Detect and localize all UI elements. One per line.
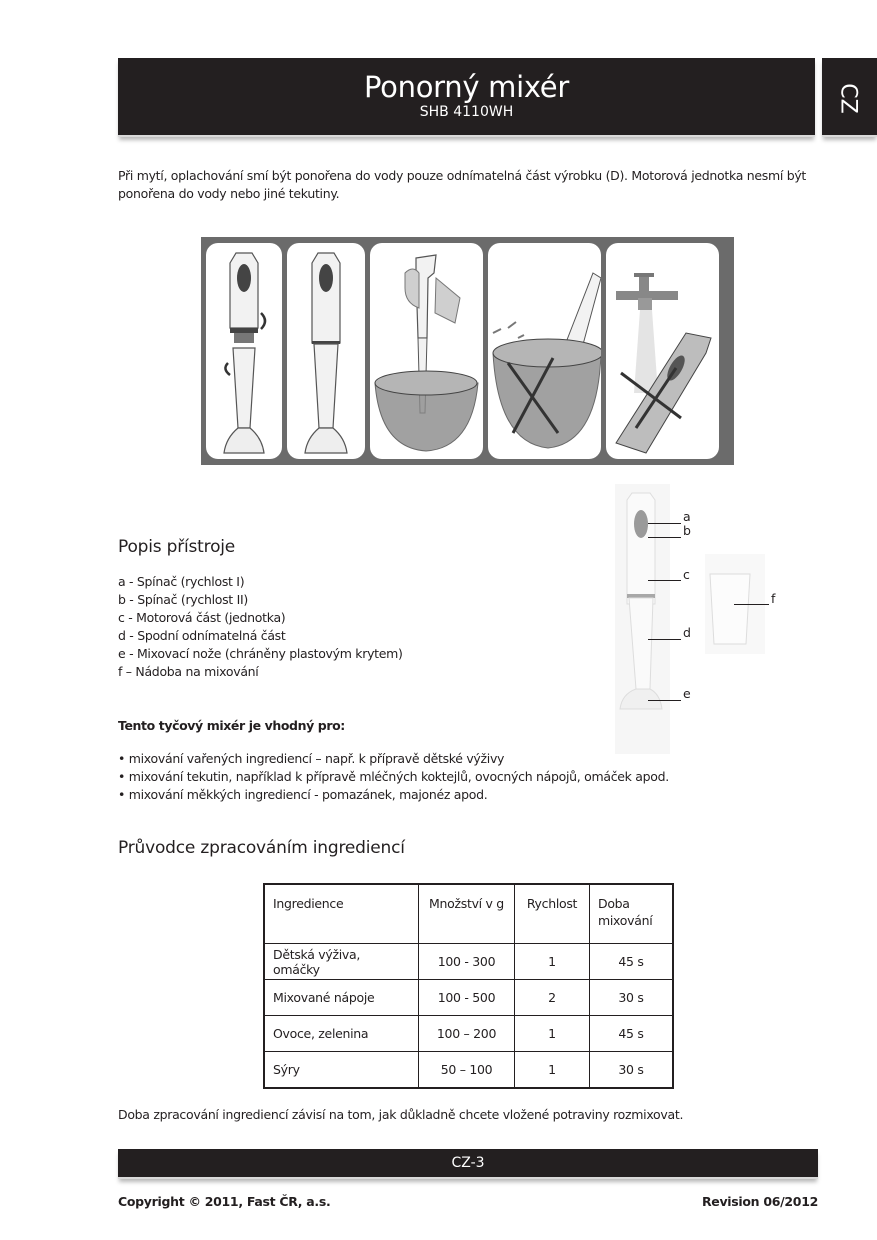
- table-cell: Ovoce, zelenina: [264, 1016, 419, 1052]
- callout-label-a: a: [683, 509, 691, 524]
- table-cell: 100 - 500: [419, 980, 515, 1016]
- column-header: Ingredience: [264, 884, 419, 944]
- callout-line-b: [648, 537, 681, 538]
- callout-line-c: [648, 580, 681, 581]
- parts-heading: Popis přístroje: [118, 537, 236, 557]
- callout-line-d: [648, 639, 681, 640]
- no-washing-under-tap-illustration: [606, 243, 719, 459]
- callout-label-e: e: [683, 686, 691, 701]
- product-parts-figure: [610, 484, 790, 754]
- column-header: Doba mixování: [590, 884, 674, 944]
- table-cell: Dětská výživa, omáčky: [264, 944, 419, 980]
- uses-heading: Tento tyčový mixér je vhodný pro:: [118, 718, 345, 733]
- callout-line-e: [648, 700, 681, 701]
- copyright-text: Copyright © 2011, Fast ČR, a.s.: [118, 1194, 331, 1209]
- table-row: [264, 944, 673, 980]
- language-tab-label: CZ: [835, 83, 861, 114]
- uses-list-item: • mixování měkkých ingrediencí - pomazánek, majonéz apod.: [118, 787, 488, 802]
- table-header-row: [264, 884, 673, 944]
- table-cell: 2: [515, 980, 590, 1016]
- table-row: [264, 1052, 673, 1089]
- parts-list-item: c - Motorová část (jednotka): [118, 610, 286, 625]
- ingredient-guide-table: [263, 883, 674, 1089]
- table-row: [264, 980, 673, 1016]
- parts-list-item: f – Nádoba na mixování: [118, 664, 259, 679]
- processing-time-note: Doba zpracování ingrediencí závisí na tom, jak důkladně chcete vložené potraviny rozmixovat.: [118, 1107, 684, 1122]
- disassemble-mixer-illustration: [206, 243, 282, 459]
- callout-label-c: c: [683, 567, 690, 582]
- table-cell: Sýry: [264, 1052, 419, 1089]
- revision-text: Revision 06/2012: [701, 1194, 818, 1209]
- guide-heading: Průvodce zpracováním ingrediencí: [118, 838, 405, 858]
- page-number: CZ-3: [451, 1155, 485, 1171]
- table-cell: 1: [515, 1052, 590, 1089]
- table-cell: 30 s: [590, 980, 674, 1016]
- uses-list: [118, 750, 669, 804]
- table-cell: 1: [515, 1016, 590, 1052]
- parts-list-item: b - Spínač (rychlost II): [118, 592, 248, 607]
- callout-line-f: [734, 604, 769, 605]
- table-cell: 45 s: [590, 944, 674, 980]
- callout-label-f: f: [771, 591, 776, 606]
- table-row: [264, 1016, 673, 1052]
- table-cell: 100 – 200: [419, 1016, 515, 1052]
- cleaning-illustration-strip: [201, 237, 734, 465]
- parts-list-item: a - Spínač (rychlost I): [118, 574, 245, 589]
- parts-list-item: d - Spodní odnímatelná část: [118, 628, 286, 643]
- table-cell: 100 - 300: [419, 944, 515, 980]
- table-cell: 45 s: [590, 1016, 674, 1052]
- page-number-bar: [118, 1149, 818, 1179]
- callout-label-b: b: [683, 523, 691, 538]
- table-cell: 1: [515, 944, 590, 980]
- table-cell: Mixované nápoje: [264, 980, 419, 1016]
- uses-list-item: • mixování vařených ingrediencí – např. k přípravě dětské výživy: [118, 751, 505, 766]
- column-header: Množství v g: [419, 884, 515, 944]
- no-immersion-in-bowl-illustration: [488, 243, 601, 459]
- mixer-in-bowl-illustration: [370, 243, 483, 459]
- table-cell: 30 s: [590, 1052, 674, 1089]
- parts-list-item: e - Mixovací nože (chráněny plastovým krytem): [118, 646, 403, 661]
- assembled-mixer-illustration: [287, 243, 365, 459]
- header-banner: [118, 58, 815, 137]
- page-title: Ponorný mixér: [364, 70, 569, 104]
- uses-list-item: • mixování tekutin, například k přípravě mléčných koktejlů, ovocných nápojů, omáček apod.: [118, 769, 669, 784]
- callout-line-a: [648, 523, 681, 524]
- parts-list: [118, 573, 403, 681]
- model-number: SHB 4110WH: [419, 104, 514, 120]
- table-cell: 50 – 100: [419, 1052, 515, 1089]
- intro-paragraph: Při mytí, oplachování smí být ponořena do vody pouze odnímatelná část výrobku (D). Motorová jednotka nesmí být ponořena do vody nebo jiné tekutiny.: [118, 168, 807, 201]
- column-header: Rychlost: [515, 884, 590, 944]
- callout-label-d: d: [683, 625, 691, 640]
- mixer-diagram-illustration: [610, 484, 790, 754]
- language-tab: [822, 58, 877, 137]
